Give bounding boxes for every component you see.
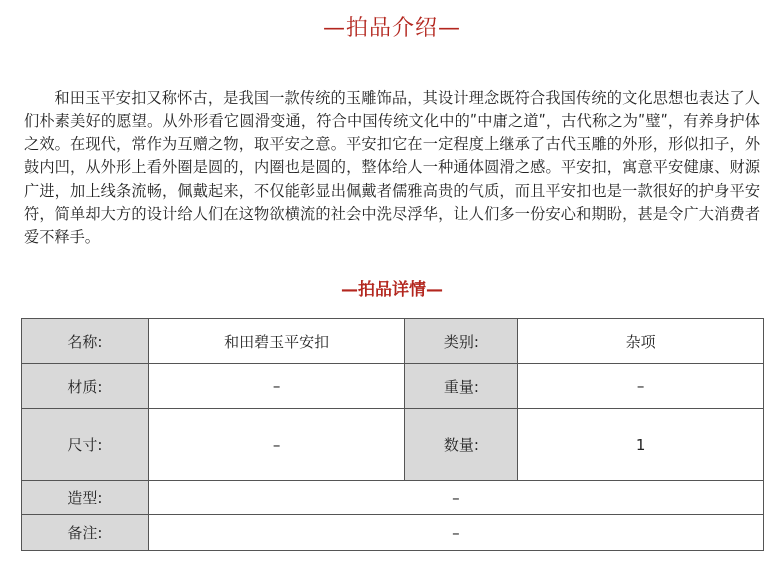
shape-value: –: [148, 481, 763, 515]
note-value: –: [148, 515, 763, 551]
details-title: —拍品详情—: [341, 280, 443, 300]
page-title: —拍品介绍—: [322, 16, 461, 41]
intro-paragraph: 和田玉平安扣又称怀古，是我国一款传统的玉雕饰品，其设计理念既符合我国传统的文化思想也表达了人们朴素美好的愿望。从外形看它圆滑变通，符合中国传统文化中的ʺ中庸之道ʺ，古代称之为ʺ璧ʺ，有养身护体之效。在现代，常作为互赠之物，取平安之意。平安扣它在一定程度上继承了古代玉雕的外形，形似扣子，外鼓内凹，从外形上看外圈是圆的，内圈也是圆的，整体给人一种通体圆滑之感。平安扣，寓意平安健康、财源广进，加上线条流畅，佩戴起来，不仅能彰显出佩戴者儒雅高贵的气质，而且平安扣也是一款很好的护身平安符，简单却大方的设计给人们在这物欲横流的社会中洗尽浮华，让人们多一份安心和期盼，甚是令广大消费者爱不释手。: [24, 89, 760, 246]
category-value: 杂项: [518, 319, 764, 364]
name-label: 名称:: [22, 319, 149, 364]
table-row: [22, 515, 764, 551]
size-label: 尺寸:: [22, 409, 149, 481]
size-value: –: [148, 409, 405, 481]
material-label: 材质:: [22, 364, 149, 409]
weight-value: –: [518, 364, 764, 409]
category-label: 类别:: [405, 319, 518, 364]
table-row: [22, 319, 764, 364]
table-row: [22, 481, 764, 515]
material-value: –: [148, 364, 405, 409]
name-value: 和田碧玉平安扣: [148, 319, 405, 364]
quantity-label: 数量:: [405, 409, 518, 481]
details-table: [21, 318, 764, 551]
quantity-value: 1: [518, 409, 764, 481]
table-row: [22, 364, 764, 409]
weight-label: 重量:: [405, 364, 518, 409]
shape-label: 造型:: [22, 481, 149, 515]
table-row: [22, 409, 764, 481]
note-label: 备注:: [22, 515, 149, 551]
